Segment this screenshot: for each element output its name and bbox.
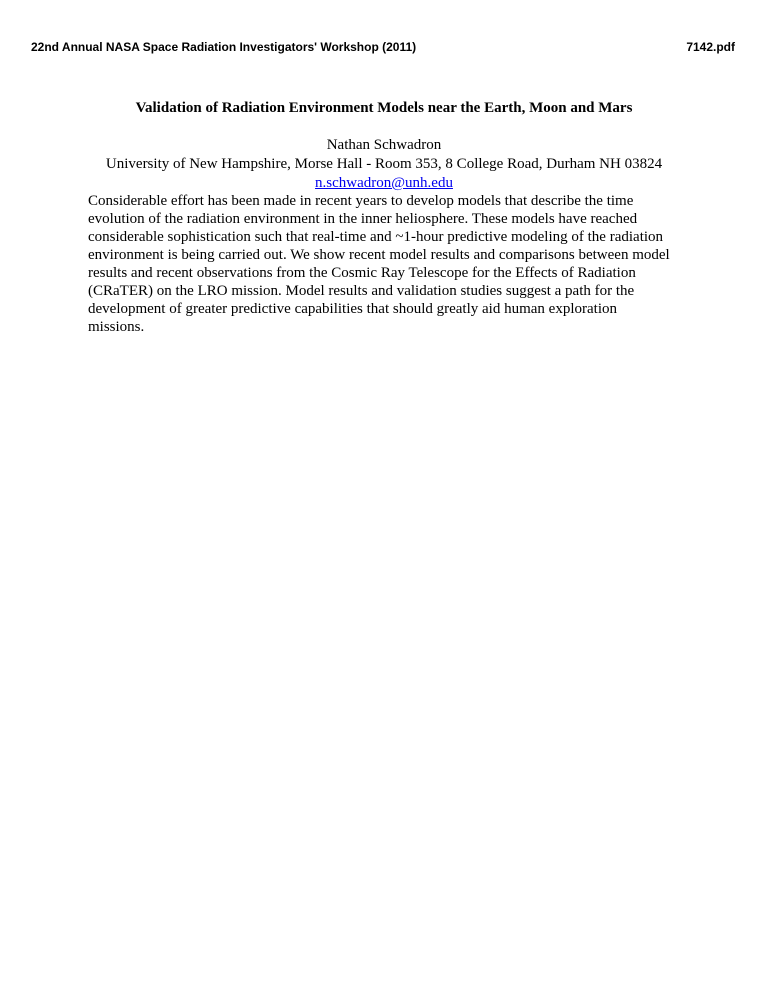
abstract-line: development of greater predictive capabilities that should greatly aid human exploration: [88, 301, 617, 317]
author-affiliation: University of New Hampshire, Morse Hall - Room 353, 8 College Road, Durham NH 03824: [105, 156, 663, 172]
abstract: [88, 192, 688, 336]
author-name: Nathan Schwadron: [326, 137, 442, 153]
abstract-line: evolution of the radiation environment in the inner heliosphere. These models have reached: [88, 211, 638, 227]
workshop-title: 22nd Annual NASA Space Radiation Investigators' Workshop (2011): [31, 40, 417, 54]
running-header: [31, 39, 735, 55]
abstract-line: missions.: [88, 319, 145, 335]
abstract-line: Considerable effort has been made in recent years to develop models that describe the time: [88, 193, 634, 209]
abstract-line: (CRaTER) on the LRO mission. Model results and validation studies suggest a path for the: [88, 283, 635, 299]
file-id: 7142.pdf: [686, 40, 735, 54]
abstract-line: environment is being carried out. We show recent model results and comparisons between model: [88, 247, 670, 263]
abstract-line: results and recent observations from the Cosmic Ray Telescope for the Effects of Radiation: [88, 265, 636, 281]
author-email-link[interactable]: n.schwadron@unh.edu: [315, 175, 453, 191]
abstract-line: considerable sophistication such that real-time and ~1-hour predictive modeling of the radiation: [88, 229, 664, 245]
byline: [0, 136, 768, 193]
paper-title: Validation of Radiation Environment Models near the Earth, Moon and Mars: [135, 100, 633, 116]
